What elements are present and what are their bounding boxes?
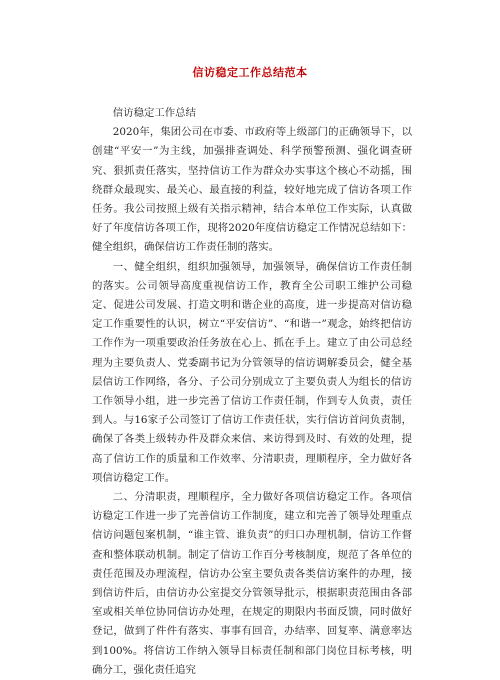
section-heading: 信访稳定工作总结 [112, 107, 196, 119]
paragraph-intro: 2020年，集团公司在市委、市政府等上级部门的正确领导下，以创建“平安一”为主线，加强排查调处、科学预警预测、强化调查研究、狠抓责任落实，坚持信访工作为群众办实事这个核心不动摇，围绕群众最现实、最关心、最直接的利益，较好地完成了信访各项工作任务。我公司按照上级有关指示精神，结合本单位工作实际，认真做好了年度信访各项工作，现将2020年度信访稳定工作情况总结如下：健全组织，确保信访工作责任制的落实。 [92, 126, 412, 254]
document-title: 信访稳定工作总结范本 [192, 66, 308, 79]
paragraph-section-2: 二、分清职责，理顺程序，全力做好各项信访稳定工作。各项信访稳定工作进一步了完善信访工作制度，建立和完善了领导处理重点信访问题包案机制，“谁主管、谁负责”的归口办理机制，信访工作督查和整体联动机制。制定了信访工作百分考核制度，规范了各单位的责任范围及办理流程，信访办公室主要负责各类信访案件的办理，接到信访件后，由信访办公室提交分管领导批示，根据职责范围由各部室或相关单位协同信访办处理，在规定的期限内书面反馈，同时做好登记，做到了件件有落实、事事有回音，办结率、回复率、满意率达到100%。将信访工作纳入领导目标责任制和部门岗位目标考核，明确分工，强化责任追究 [92, 491, 412, 676]
paragraph-section-1: 一、健全组织，组织加强领导，加强领导，确保信访工作责任制的落实。公司领导高度重视信访工作，教育全公司职工维护公司稳定、促进公司发展、打造文明和谐企业的高度，进一步提高对信访稳定工作重要性的认识，树立“平安信访”、“和谐一”观念，始终把信访工作作为一项重要政治任务放在心上、抓在手上。建立了由公司总经理为主要负责人、党委副书记为分管领导的信访调解委员会，健全基层信访工作网络，各分、子公司分别成立了主要负责人为组长的信访工作领导小组，进一步完善了信访工作责任制，作到专人负责，责任到人。与16家子公司签订了信访工作责任状，实行信访首问负责制，确保了各类上级转办件及群众来信、来访得到及时、有效的处理，提高了信访工作的质量和工作效率、分清职责，理顺程序，全力做好各项信访稳定工作。 [92, 260, 412, 484]
document-body [92, 104, 412, 680]
